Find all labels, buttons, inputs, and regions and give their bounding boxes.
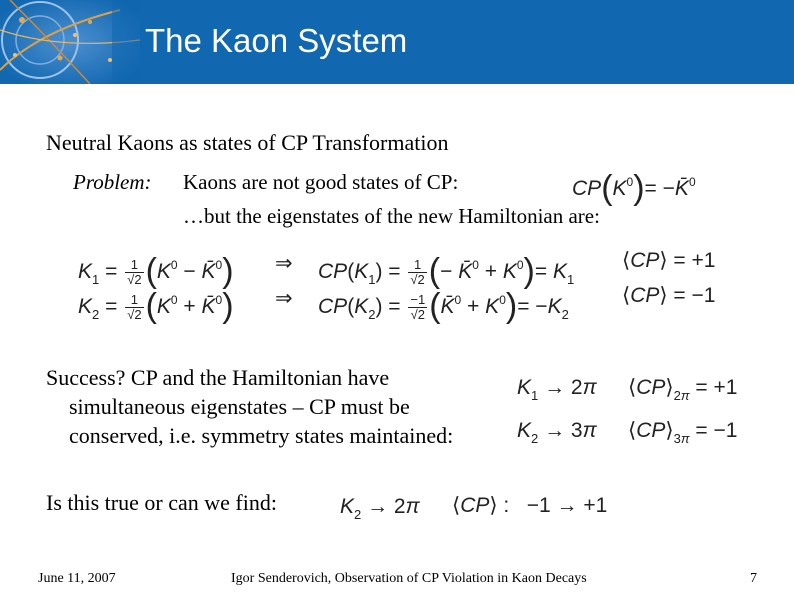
cp-k1-equation: $CP(K_1)$ = $\frac{1}{√2}$ (− K̄$^0$ + $K^0)= K_1$ <box>318 252 575 290</box>
cp-k2-equation: $CP(K_2)$ = $\frac{-1}{√2}$ (K̄$^0$ + $K^0)= -K_2$ <box>318 287 569 325</box>
k2-decay-3pi: $K_2 \to 3\pi$ <box>517 419 597 446</box>
slide-heading: Neutral Kaons as states of CP Transformation <box>46 130 449 155</box>
k1-decay-2pi: $K_1 \to 2\pi$ <box>517 376 597 403</box>
cp-k0-equation: $CP(K^0)=$ −K̄$^0$ <box>572 169 696 207</box>
k2-decay-2pi: $K_2 \to 2\pi$ <box>340 495 420 522</box>
footer-center: Igor Senderovich, Observation of CP Violation in Kaon Decays <box>231 571 587 586</box>
success-line-3: conserved, i.e. symmetry states maintained: <box>69 423 454 448</box>
success-line-2: simultaneous eigenstates – CP must be <box>69 394 410 419</box>
k1-definition: $K_1$ = $\frac{1}{√2}$ ($K^0$ − K̄$^0$) <box>78 252 234 290</box>
slide-title: The Kaon System <box>145 22 408 59</box>
eigenstates-statement: …but the eigenstates of the new Hamiltonian are: <box>183 204 600 228</box>
problem-statement: Kaons are not good states of CP: <box>183 170 459 194</box>
cp-2pi-eigenvalue: $⟨CP⟩_{2\pi} = +1$ <box>628 376 738 403</box>
header-band <box>0 0 794 84</box>
footer-date: June 11, 2007 <box>38 571 116 586</box>
question-line: Is this true or can we find: <box>46 490 277 515</box>
success-line-1: Success? CP and the Hamiltonian have <box>46 365 390 390</box>
implies-arrow-1: ⇒ <box>275 252 293 275</box>
k2-cp-eigenvalue: ⟨CP⟩ = −1 <box>622 284 716 307</box>
k2-definition: $K_2$ = $\frac{1}{√2}$ ($K^0$ + K̄$^0$) <box>78 287 234 325</box>
particle-tracks-image <box>0 0 140 84</box>
page-number: 7 <box>750 571 757 586</box>
cp-violation-transition: ⟨CP⟩ : −1 → +1 <box>452 494 608 517</box>
problem-label: Problem: <box>73 170 152 194</box>
implies-arrow-2: ⇒ <box>275 287 293 310</box>
cp-3pi-eigenvalue: $⟨CP⟩_{3\pi} = -1$ <box>628 419 738 446</box>
k1-cp-eigenvalue: ⟨CP⟩ = +1 <box>622 249 716 272</box>
